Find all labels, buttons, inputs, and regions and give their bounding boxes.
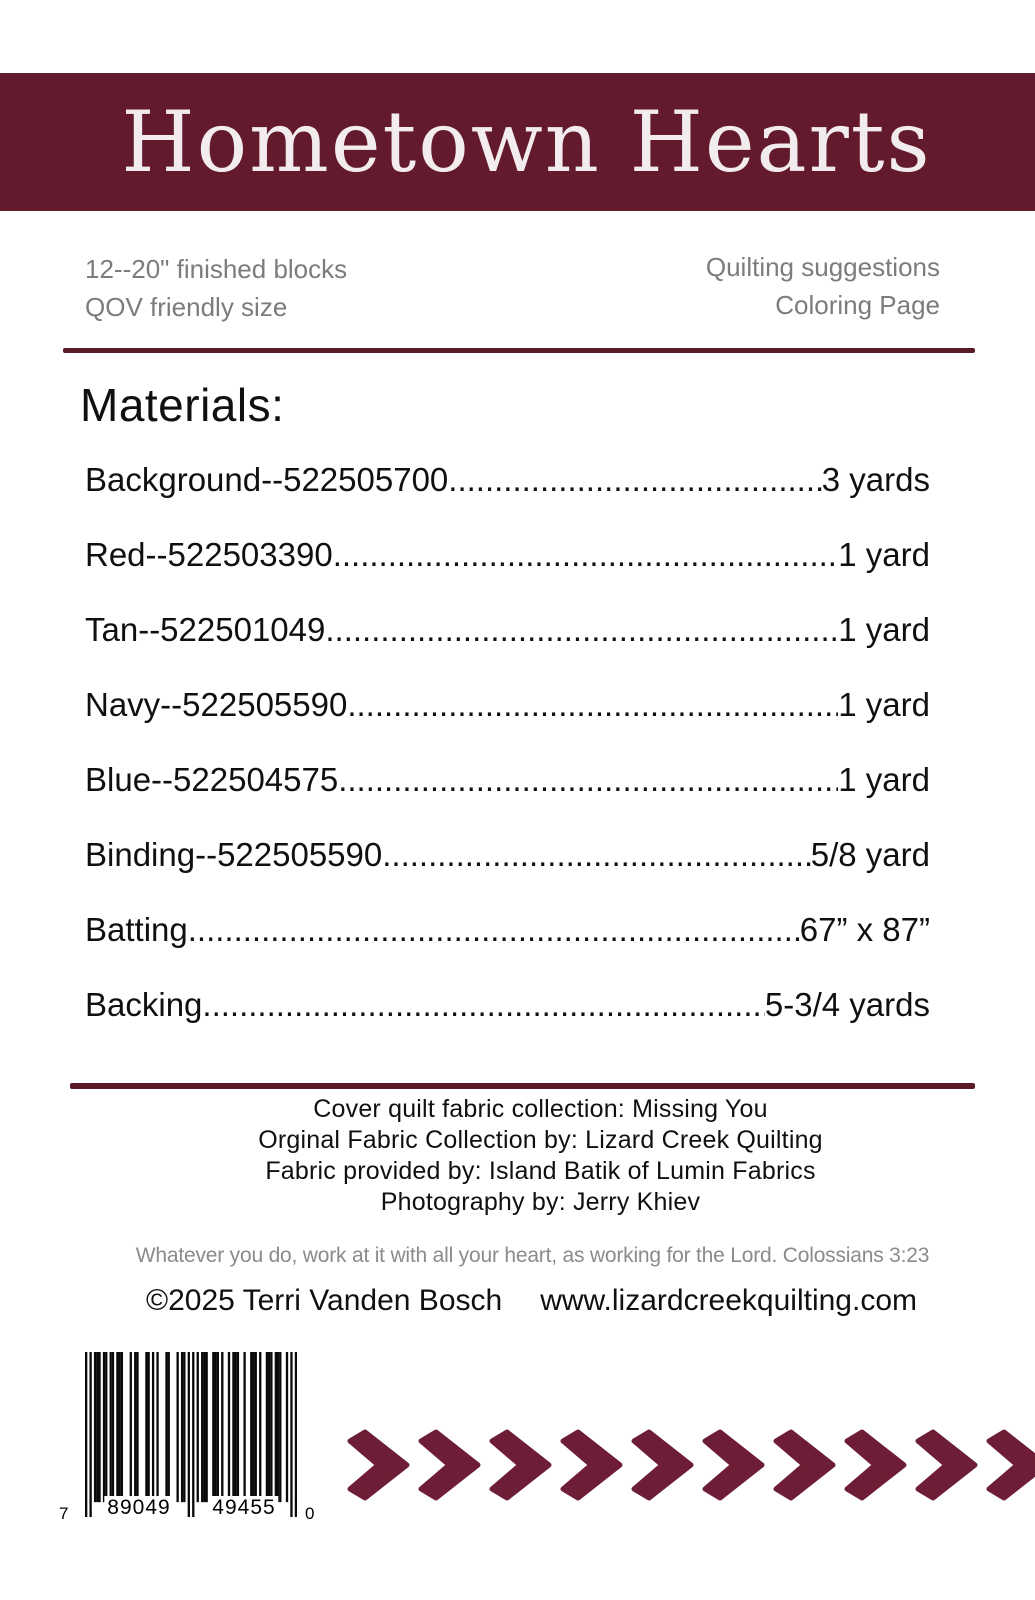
divider-rule-bottom [70, 1083, 975, 1089]
material-row [85, 536, 930, 611]
material-label: Binding--522505590 [85, 836, 383, 873]
dot-leader [382, 836, 811, 874]
chevron-right-icon [559, 1429, 623, 1501]
dot-leader [347, 686, 838, 724]
material-row [85, 761, 930, 836]
material-row [85, 611, 930, 686]
bible-verse: Whatever you do, work at it with all your heart, as working for the Lord. Colossians 3:23 [135, 1244, 930, 1267]
chevron-right-icon [914, 1429, 978, 1501]
copyright-owner: ©2025 Terri Vanden Bosch [145, 1284, 503, 1317]
qov-note: QOV friendly size [85, 292, 288, 322]
material-label: Tan--522501049 [85, 611, 326, 648]
materials-list [85, 461, 930, 1061]
barcode-left-group: 89049 [104, 1496, 173, 1520]
divider-rule-top [63, 348, 975, 353]
chevron-right-icon [985, 1429, 1035, 1501]
material-value: 3 yards [821, 461, 930, 498]
material-label: Background--522505700 [85, 461, 449, 498]
credit-line: Fabric provided by: Island Batik of Lumin Fabrics [265, 1157, 816, 1185]
material-row [85, 911, 930, 986]
material-label: Batting [85, 911, 188, 948]
material-label: Backing [85, 986, 203, 1023]
credits-block [0, 1094, 1035, 1218]
chevron-right-icon [701, 1429, 765, 1501]
credit-line: Photography by: Jerry Khiev [380, 1188, 701, 1216]
info-right-column [706, 248, 940, 324]
coloring-page-note: Coloring Page [775, 290, 940, 320]
chevron-right-icon [488, 1429, 552, 1501]
material-value: 1 yard [838, 686, 930, 723]
dot-leader [338, 761, 838, 799]
material-value: 5/8 yard [810, 836, 930, 873]
barcode-left-digit: 7 [59, 1504, 69, 1523]
chevron-right-icon [772, 1429, 836, 1501]
material-value: 5-3/4 yards [764, 986, 930, 1023]
credit-line: Orginal Fabric Collection by: Lizard Creek Quilting [258, 1126, 823, 1154]
material-value: 1 yard [838, 536, 930, 573]
upc-barcode [59, 1352, 315, 1523]
material-row [85, 461, 930, 536]
page-title: Hometown Hearts [121, 93, 932, 191]
quilting-suggestions-note: Quilting suggestions [705, 252, 940, 282]
material-label: Red--522503390 [85, 536, 333, 573]
material-row [85, 686, 930, 761]
finished-blocks-note: 12--20" finished blocks [85, 254, 348, 284]
dot-leader [202, 986, 765, 1024]
barcode-right-group: 49455 [209, 1496, 278, 1520]
material-row [85, 836, 930, 911]
dot-leader [188, 911, 800, 949]
material-row [85, 986, 930, 1061]
chevron-right-icon [630, 1429, 694, 1501]
material-label: Navy--522505590 [85, 686, 348, 723]
barcode-bars [85, 1352, 297, 1517]
material-label: Blue--522504575 [85, 761, 339, 798]
chevron-right-icon [417, 1429, 481, 1501]
dot-leader [448, 461, 822, 499]
chevron-right-icon [346, 1429, 410, 1501]
dot-leader [325, 611, 838, 649]
chevron-row [346, 1429, 1035, 1502]
info-left-column [85, 250, 347, 326]
barcode-right-digit: 0 [305, 1504, 315, 1523]
website-url: www.lizardcreekquilting.com [540, 1284, 918, 1317]
material-value: 1 yard [838, 611, 930, 648]
dot-leader [333, 536, 839, 574]
credit-line: Cover quilt fabric collection: Missing You [313, 1095, 768, 1123]
copyright-line [0, 1284, 1035, 1318]
title-band [0, 73, 1035, 211]
material-value: 1 yard [838, 761, 930, 798]
chevron-right-icon [843, 1429, 907, 1501]
material-value: 67” x 87” [799, 911, 930, 948]
materials-heading: Materials: [80, 379, 285, 431]
